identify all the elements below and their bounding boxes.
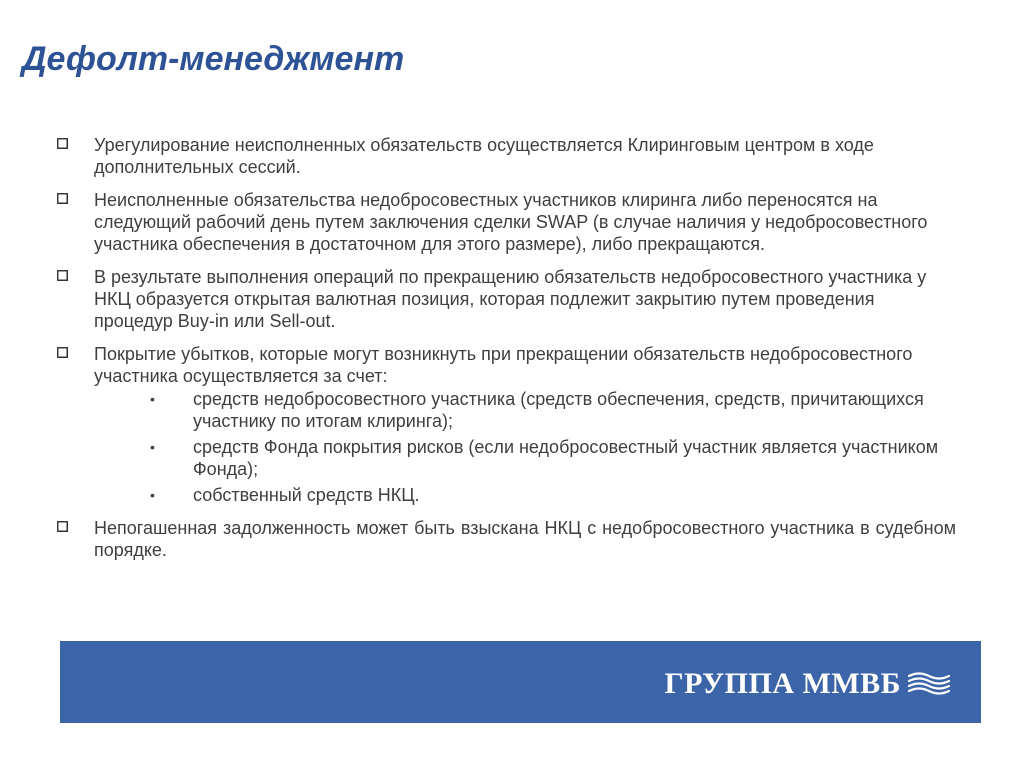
bullet-dot-icon: • (150, 391, 155, 407)
bullet-text: В результате выполнения операций по прекращению обязательств недобросовестного участника у НКЦ образуется открытая валютная позиция, которая подлежит закрытию путем проведения процедур Buy-in или Sell-out. (94, 267, 927, 331)
checkbox-square-icon (57, 138, 68, 149)
sub-bullet-text: средств Фонда покрытия рисков (если недобросовестный участник является участником Фонда); (193, 437, 939, 479)
bullet-text: Урегулирование неисполненных обязательств осуществляется Клиринговым центром в ходе дополнительных сессий. (94, 135, 874, 177)
slide-title: Дефолт-менеджмент (22, 40, 405, 78)
checkbox-square-icon (57, 347, 68, 358)
sub-bullet-list (94, 388, 956, 506)
sub-bullet-item (150, 436, 956, 480)
micex-wave-logo-icon (907, 671, 951, 697)
checkbox-square-icon (57, 270, 68, 281)
bullet-item-swap (54, 189, 956, 255)
checkbox-square-icon (57, 521, 68, 532)
brand-logo (665, 667, 952, 701)
checkbox-square-icon (57, 193, 68, 204)
bullet-item-settlement (54, 134, 956, 178)
bullet-list (54, 134, 956, 572)
bullet-item-open-position (54, 266, 956, 332)
bullet-dot-icon: • (150, 439, 155, 455)
bullet-text: Неисполненные обязательства недобросовестных участников клиринга либо переносятся на следующий рабочий день путем заключения сделки SWAP (в случае наличия у недобросовестного участника обеспечения в достаточном для этого размере), либо прекращаются. (94, 190, 928, 254)
bullet-item-debt-recovery (54, 517, 956, 561)
footer-band (60, 641, 981, 723)
bullet-dot-icon: • (150, 487, 155, 503)
brand-name: ГРУППА ММВБ (664, 667, 901, 700)
bullet-item-loss-coverage (54, 343, 956, 506)
sub-bullet-text: средств недобросовестного участника (средств обеспечения, средств, причитающихся участнику по итогам клиринга); (193, 389, 924, 431)
bullet-text: Непогашенная задолженность может быть взыскана НКЦ с недобросовестного участника в судебном порядке. (94, 518, 956, 560)
sub-bullet-text: собственный средств НКЦ. (193, 485, 420, 505)
sub-bullet-item (150, 388, 956, 432)
bullet-text: Покрытие убытков, которые могут возникнуть при прекращении обязательств недобросовестного участника осуществляется за счет: (94, 344, 913, 386)
sub-bullet-item (150, 484, 956, 506)
